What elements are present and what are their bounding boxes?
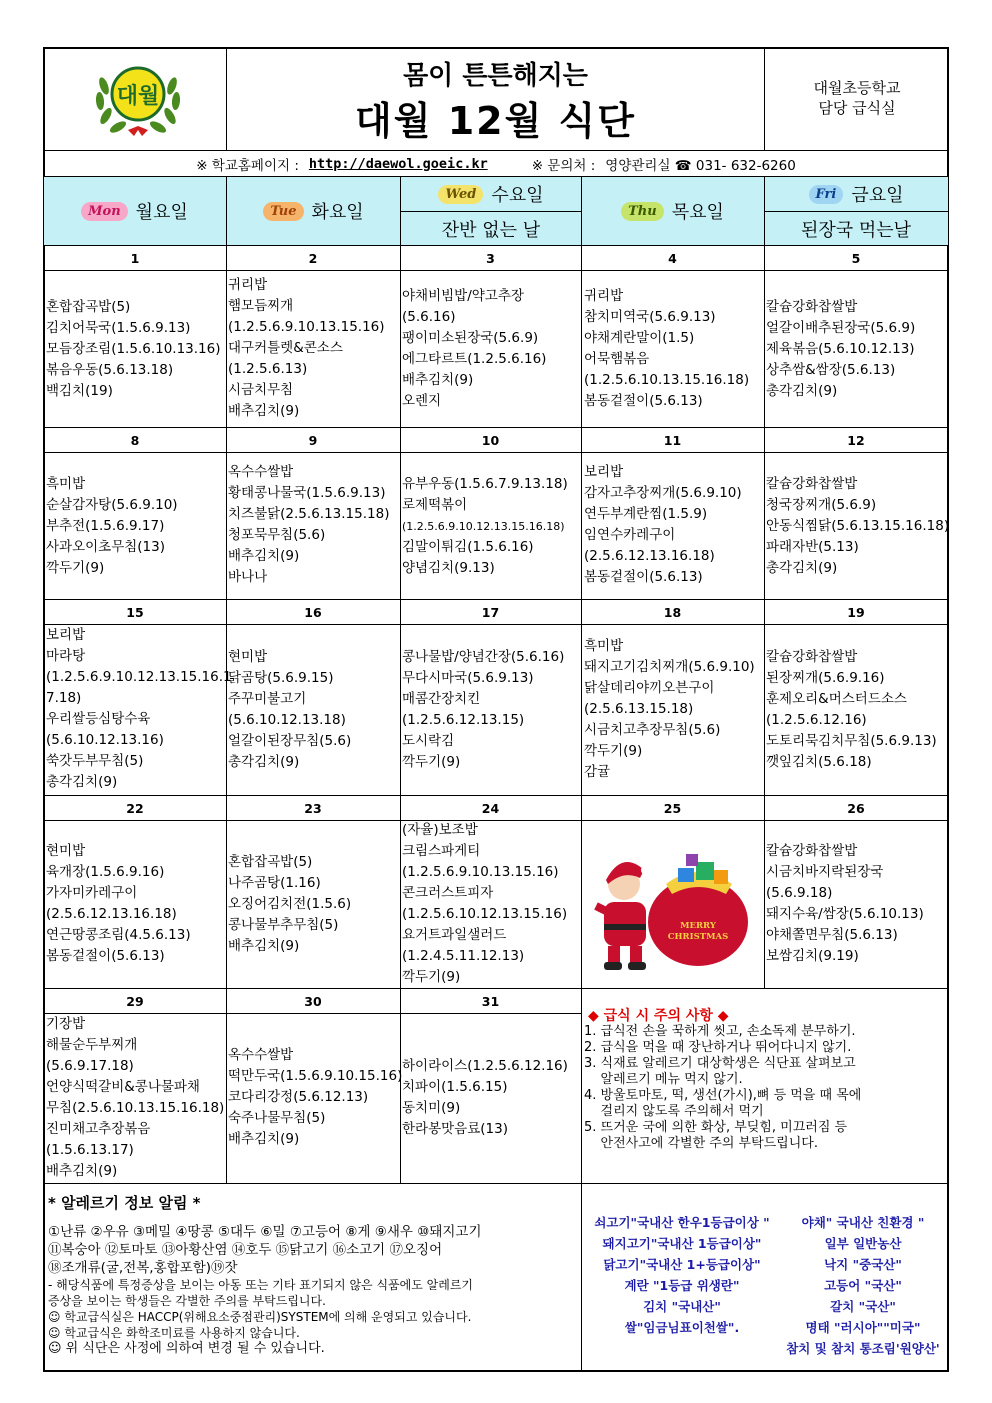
homepage-link[interactable]: http://daewol.goeic.kr [308,156,488,172]
menu-item: 한라봉맛음료(13) [402,1121,508,1137]
menu-item: 동치미(9) [402,1100,461,1116]
menu-list [228,647,351,773]
school-logo [90,56,186,138]
menu-item: (1.2.5.6.12.16) [766,712,867,728]
menu-item: 깍두기(9) [402,754,461,770]
menu-item: 마라탕 [46,648,86,664]
menu-item: 에그타르트(1.2.5.6.16) [402,351,547,367]
menu-list [584,462,742,588]
menu-item: 요거트과일샐러드 [402,927,507,943]
menu-item: 닭곰탕(5.6.9.15) [228,670,334,686]
menu-item: 배추김치(9) [402,372,474,388]
allergy-title: * 알레르기 정보 알림 * [48,1194,201,1212]
menu-item: 현미밥 [46,843,86,859]
menu-item: 깍두기(9) [402,969,461,985]
menu-list [402,820,567,988]
menu-item: (자율)보조밥 [402,822,478,838]
origin-item: 쌀"임금님표이천쌀". [624,1320,740,1335]
menu-item: 무침(2.5.6.10.13.15.16.18) [46,1100,225,1116]
menu-item: 7.18) [46,690,82,706]
menu-item: 돼지고기김치찌개(5.6.9.10) [584,659,755,675]
caution-item: 알레르기 메뉴 먹지 않기. [584,1072,743,1087]
menu-item: 매콤간장치킨 [402,691,481,707]
menu-item: 부추전(1.5.6.9.17) [46,518,165,534]
menu-item: 배추김치(9) [228,938,300,954]
menu-item: 주꾸미불고기 [228,691,307,707]
menu-item: 닭살데리야끼오븐구이 [584,680,715,696]
menu-list [228,275,385,422]
menu-item: 감귤 [584,764,611,780]
menu-item: 연두부계란찜(1.5.9) [584,506,708,522]
menu-item: 총각김치(9) [766,383,838,399]
menu-item: 콩나물부추무침(5) [228,917,339,933]
menu-item: 진미채고추장볶음 [46,1121,151,1137]
menu-item: 칼슘강화찹쌀밥 [766,476,858,492]
menu-list [766,647,937,773]
caution-item: 안전사고에 각별한 주의 부탁드립니다. [584,1136,818,1151]
caution-title: ◆ 급식 시 주의 사항 ◆ [588,1008,729,1024]
menu-item: 백김치(19) [46,383,113,399]
menu-list [402,647,564,773]
menu-item: 오렌지 [402,393,442,409]
menu-list [402,474,568,579]
change-note: ☺ 위 식단은 사정에 의하여 변경 될 수 있습니다. [48,1341,325,1356]
menu-item: 배추김치(9) [228,548,300,564]
menu-item: 하이라이스(1.2.5.6.12.16) [402,1058,568,1074]
menu-item: 임연수카레구이 [584,527,676,543]
menu-item: 로제떡볶이 [402,497,468,513]
menu-item: (1.2.4.5.11.12.13) [402,948,525,964]
date-cell: 5 [851,251,861,266]
origin-item: 고등어 "국산" [824,1278,902,1293]
svg-text:CHRISTMAS: CHRISTMAS [667,932,729,942]
menu-item: (1.2.5.6.13) [228,361,308,377]
fri-badge: Fri [809,185,844,204]
wed-theme: 잔반 없는 날 [441,219,541,241]
menu-item: (5.6.10.12.13.16) [46,732,164,748]
menu-list [46,297,221,402]
menu-list [766,474,949,579]
menu-item: 야채쫄면무침(5.6.13) [766,927,898,943]
menu-item: (5.6.10.12.13.18) [228,712,346,728]
date-cell: 12 [847,433,865,448]
menu-item: 귀리밥 [584,288,624,304]
origin-item: 닭고기"국내산 1+등급이상" [603,1257,761,1272]
caution-item: 2. 급식을 먹을 때 장난하거나 뛰어다니지 않기. [584,1040,852,1055]
menu-item: 감자고추장찌개(5.6.9.10) [584,485,742,501]
menu-item: 황태콩나물국(1.5.6.9.13) [228,485,386,501]
menu-item: 코다리강정(5.6.12.13) [228,1089,369,1105]
menu-item: 쑥갓두부무침(5) [46,753,144,769]
date-cell: 9 [308,433,318,448]
origin-item: 쇠고기"국내산 한우1등급이상 " [594,1215,770,1230]
menu-item: 흑미밥 [46,476,86,492]
menu-item: 떡만두국(1.5.6.9.10.15.16) [228,1068,403,1084]
menu-item: 언양식떡갈비&콩나물파채 [46,1079,200,1095]
date-cell: 15 [126,605,144,620]
menu-item: 기장밥 [46,1016,86,1032]
date-cell: 1 [130,251,140,266]
day-name-wed: 수요일 [491,185,544,206]
menu-item: 깍두기(9) [46,560,105,576]
origin-item: 명태 "러시아""미국" [805,1320,921,1335]
menu-item: 깻잎김치(5.6.18) [766,754,872,770]
school-dept: 담당 급식실 [818,99,896,117]
fri-theme: 된장국 먹는날 [800,219,912,241]
menu-item: (1.2.5.6.12.13.15) [402,712,525,728]
menu-item: 참치미역국(5.6.9.13) [584,309,716,325]
allergy-note: - 해당식품에 특정증상을 보이는 아동 또는 기타 표기되지 않은 식품에도 알레르기 [48,1278,474,1292]
origin-item: 낙지 "중국산" [824,1257,902,1272]
menu-list [46,625,232,793]
menu-item: 된장찌개(5.6.9.16) [766,670,885,686]
menu-item: 육개장(1.5.6.9.16) [46,864,165,880]
menu-item: 깍두기(9) [584,743,643,759]
day-name-fri: 금요일 [851,185,904,206]
menu-item: 사과오이초무침(13) [46,539,165,555]
menu-item: (1.2.5.6.9.10.13.15.16) [228,319,385,335]
menu-item: 얼갈이된장무침(5.6) [228,733,352,749]
menu-item: 볶음우동(5.6.13.18) [46,362,174,378]
allergy-list: ①난류 ②우유 ③메밀 ④땅콩 ⑤대두 ⑥밀 ⑦고등어 ⑧게 ⑨새우 ⑩돼지고기 [48,1224,482,1240]
date-cell: 23 [304,801,322,816]
menu-item: 칼슘강화찹쌀밥 [766,649,858,665]
haccp-note: ☺ 학교급식실은 HACCP(위해요소중점관리)SYSTEM에 의해 운영되고 있습니다. [48,1310,472,1324]
allergy-list: ⑱조개류(굴,전복,홍합포함)⑲잣 [48,1260,238,1276]
menu-item: 어묵햄볶음 [584,351,650,367]
menu-item: (1.2.5.6.9.10.12.13.15.16.18) [402,520,565,533]
menu-item: 김말이튀김(1.5.6.16) [402,539,534,555]
menu-list [402,286,546,412]
menu-item: 파래자반(5.13) [766,539,859,555]
date-cell: 16 [304,605,322,620]
menu-item: 콩나물밥/양념간장(5.6.16) [402,649,565,665]
menu-item: (5.6.16) [402,309,456,325]
mon-badge: Mon [81,202,128,221]
homepage-label: ※ 학교홈페이지 : [196,158,299,174]
menu-list [766,841,924,967]
menu-item: 가자미카레구이 [46,885,138,901]
menu-item: 무다시마국(5.6.9.13) [402,670,534,686]
menu-item: 옥수수쌀밥 [228,1047,294,1063]
date-cell: 10 [481,433,500,448]
menu-item: 옥수수쌀밥 [228,464,294,480]
date-cell: 31 [481,994,500,1009]
menu-item: (1.5.6.13.17) [46,1142,134,1158]
menu-item: 야채계란말이(1.5) [584,330,695,346]
date-cell: 18 [663,605,682,620]
menu-item: 시금치바지락된장국 [766,864,884,880]
menu-item: 얼갈이배추된장국(5.6.9) [766,320,916,336]
menu-item: 혼합잡곡밥(5) [46,299,131,315]
origin-item: 돼지고기"국내산 1등급이상" [602,1236,762,1251]
msg-free-note: ☺ 학교급식은 화학조미료를 사용하지 않습니다. [48,1326,300,1340]
menu-item: 칼슘강화찹쌀밥 [766,843,858,859]
menu-list [46,1014,224,1182]
menu-item: 보리밥 [46,627,86,643]
origin-item: 일부 일반농산 [824,1236,902,1251]
thu-badge: Thu [621,202,664,221]
menu-item: 치파이(1.5.6.15) [402,1079,508,1095]
menu-item: 배추김치(9) [228,403,300,419]
menu-item: 팽이미소된장국(5.6.9) [402,330,539,346]
menu-item: (2.5.6.12.13.16.18) [584,548,715,564]
origin-item: 야채" 국내산 친환경 " [801,1215,925,1230]
menu-item: 봄동겉절이(5.6.13) [584,393,703,409]
date-cell: 24 [481,801,500,816]
page-title: 대월 12월 식단 [355,99,636,143]
menu-item: 콘크러스트피자 [402,885,494,901]
menu-item: 순살감자탕(5.6.9.10) [46,497,178,513]
origin-info [582,1212,948,1370]
menu-item: 칼슘강화찹쌀밥 [766,299,858,315]
day-name-mon: 월요일 [135,202,188,223]
date-cell: 22 [126,801,144,816]
caution-item: 1. 급식전 손을 꾹하게 씻고, 손소독제 분무하기. [584,1024,856,1039]
menu-item: (5.6.9.18) [766,885,833,901]
menu-item: 혼합잡곡밥(5) [228,854,313,870]
menu-item: 훈제오리&머스터드소스 [766,691,907,707]
menu-item: 총각김치(9) [228,754,300,770]
origin-item: 갈치 "국산" [830,1299,896,1314]
menu-item: 봄동겉절이(5.6.13) [46,948,165,964]
origin-item: 계란 "1등급 위생란" [624,1278,740,1293]
menu-item: 도토리묵김치무침(5.6.9.13) [766,733,937,749]
menu-item: 보쌈김치(9.19) [766,948,859,964]
menu-item: 상추쌈&쌈장(5.6.13) [766,362,896,378]
contact-value: 영양관리실 ☎ 031- 632-6260 [605,158,796,174]
menu-item: (1.2.5.6.9.10.12.13.15.16.1 [46,669,232,685]
date-cell: 3 [486,251,495,266]
menu-item: (1.2.5.6.10.13.15.16.18) [584,372,750,388]
menu-item: 김치어묵국(1.5.6.9.13) [46,320,191,336]
menu-item: (1.2.5.6.10.12.13.15.16) [402,906,568,922]
date-cell: 25 [663,801,682,816]
christmas-sign: MERRY [680,921,716,931]
menu-list [46,474,178,579]
menu-item: 숙주나물무침(5) [228,1110,326,1126]
menu-list [228,852,351,957]
caution-item: 걸리지 않도록 주의해서 먹기 [584,1104,764,1119]
contact-label: ※ 문의처 : [531,158,596,174]
menu-list [228,462,389,588]
menu-item: 귀리밥 [228,277,268,293]
menu-item: 청국장찌개(5.6.9) [766,497,877,513]
allergy-note: 증상을 보이는 학생들은 각별한 주의를 부탁드립니다. [48,1294,326,1308]
menu-list [584,286,749,412]
menu-item: 제육볶음(5.6.10.12.13) [766,341,915,357]
menu-list [584,636,755,783]
menu-item: 바나나 [228,569,268,585]
menu-item: 총각김치(9) [766,560,838,576]
allergy-notice [48,1192,578,1357]
day-name-thu: 목요일 [671,202,724,223]
menu-item: 돼지수육/쌈장(5.6.10.13) [766,906,924,922]
date-cell: 29 [126,994,144,1009]
menu-item: 크림스파게티 [402,843,481,859]
menu-item: 시금치고추장무침(5.6) [584,722,721,738]
date-cell: 19 [847,605,865,620]
menu-item: (5.6.9.17.18) [46,1058,134,1074]
menu-item: 시금치무침 [228,382,294,398]
origin-item: 김치 "국내산" [643,1299,721,1314]
menu-item: 도시락김 [402,733,455,749]
menu-item: (2.5.6.12.13.16.18) [46,906,177,922]
tue-badge: Tue [263,202,303,221]
caution-notice [584,1008,946,1152]
menu-item: 연근땅콩조림(4.5.6.13) [46,927,191,943]
menu-item: (1.2.5.6.9.10.13.15.16) [402,864,559,880]
date-cell: 30 [304,994,322,1009]
caution-item: 4. 방울토마토, 떡, 생선(가시),뼈 등 먹을 때 목에 [584,1088,862,1103]
caution-item: 5. 뜨거운 국에 의한 화상, 부딪힘, 미끄러짐 등 [584,1120,848,1135]
menu-item: 현미밥 [228,649,268,665]
date-cell: 2 [308,251,318,266]
menu-item: 오징어김치전(1.5.6) [228,896,352,912]
menu-item: 나주곰탕(1.16) [228,875,321,891]
menu-list [46,841,191,967]
santa-illustration [586,840,762,980]
menu-item: 햄모듬찌개 [228,298,294,314]
title-line1: 몸이 튼튼해지는 [403,61,588,91]
date-cell: 11 [663,433,682,448]
menu-list [766,297,915,402]
menu-item: (2.5.6.13.15.18) [584,701,694,717]
allergy-list: ⑪복숭아 ⑫토마토 ⑬아황산염 ⑭호두 ⑮닭고기 ⑯소고기 ⑰오징어 [48,1242,443,1258]
menu-item: 배추김치(9) [228,1131,300,1147]
day-name-tue: 화요일 [311,202,364,223]
menu-item: 우리쌀등심탕수육 [46,711,151,727]
menu-item: 대구커틀렛&콘소스 [228,340,343,356]
menu-list [228,1045,402,1150]
menu-item: 청포묵무침(5.6) [228,527,326,543]
menu-item: 총각김치(9) [46,774,118,790]
menu-item: 보리밥 [584,464,624,480]
date-cell: 8 [130,433,140,448]
menu-item: 치즈불닭(2.5.6.13.15.18) [228,506,390,522]
caution-item: 3. 식재료 알레르기 대상학생은 식단표 살펴보고 [584,1056,856,1071]
date-cell: 17 [481,605,500,620]
school-name: 대월초등학교 [813,79,901,97]
wed-badge: Wed [438,185,483,204]
menu-item: 봄동겉절이(5.6.13) [584,569,703,585]
menu-item: 흑미밥 [584,638,624,654]
menu-item: 야채비빔밥/약고추장 [402,288,524,304]
menu-item: 모듬장조림(1.5.6.10.13.16) [46,341,221,357]
menu-item: 안동식찜닭(5.6.13.15.16.18) [766,518,950,534]
menu-item: 유부우동(1.5.6.7.9.13.18) [402,476,568,492]
svg-text:대월: 대월 [116,84,160,109]
menu-item: 해물순두부찌개 [46,1037,138,1053]
menu-item: 배추김치(9) [46,1163,118,1179]
origin-item: 참치 및 참치 통조림'원양산' [786,1341,940,1356]
menu-list [402,1056,568,1140]
menu-item: 양념김치(9.13) [402,560,495,576]
date-cell: 26 [847,801,865,816]
date-cell: 4 [668,251,677,266]
